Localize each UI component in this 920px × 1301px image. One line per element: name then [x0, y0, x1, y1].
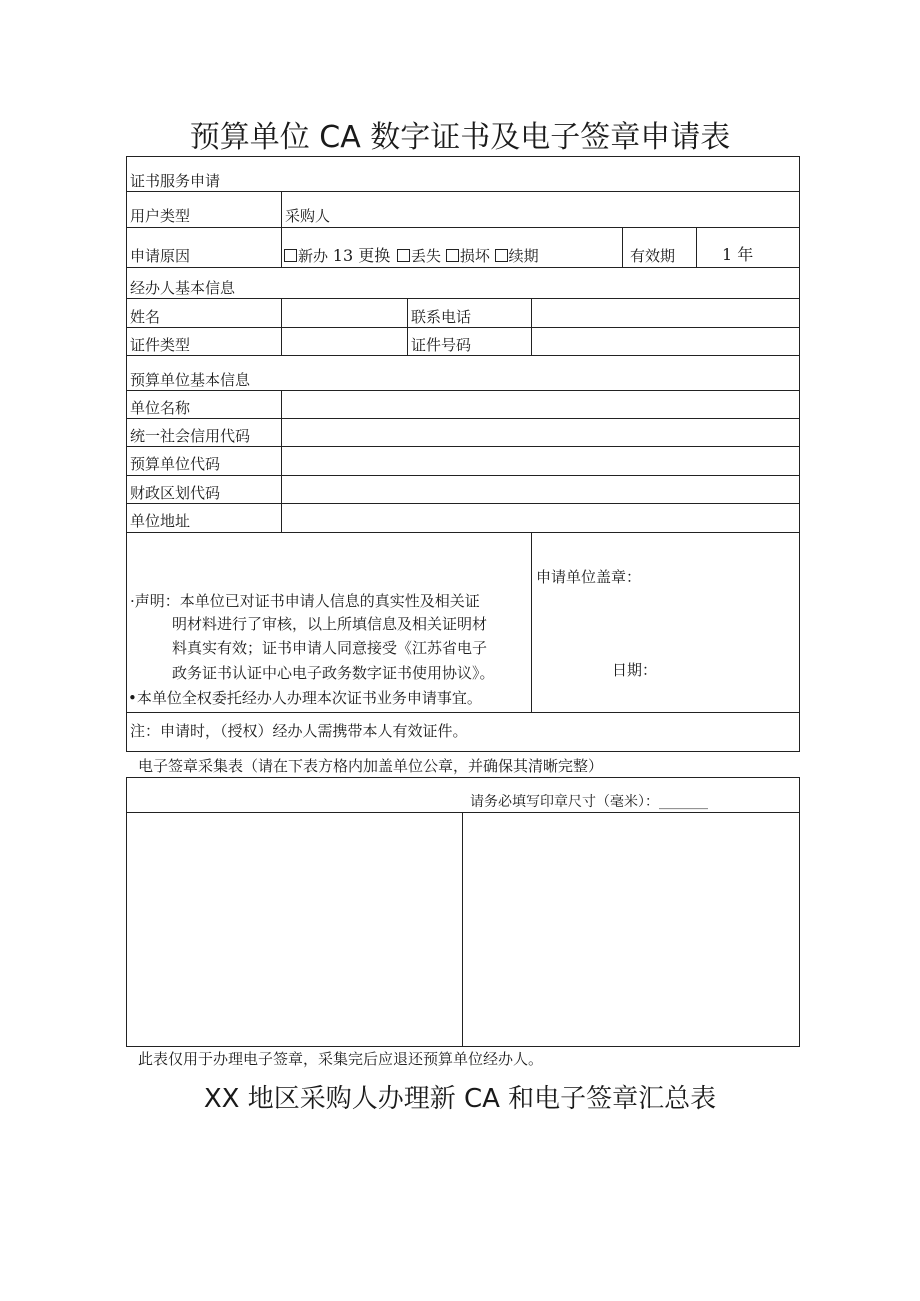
checkbox-new[interactable]: [284, 249, 297, 262]
agent-name-label: 姓名: [130, 308, 161, 326]
seal-area-left[interactable]: [127, 813, 461, 1046]
option-renew: 续期: [508, 247, 539, 265]
declaration-line: ·声明：本单位已对证书申请人信息的真实性及相关证: [130, 592, 480, 610]
seal-table-caption: 电子签章采集表（请在下表方格内加盖单位公章，并确保其清晰完整）: [138, 757, 604, 775]
declaration-line: 政务证书认证中心电子政务数字证书使用协议》。: [172, 664, 495, 682]
option-new: 新办: [298, 247, 329, 265]
option-damaged: 损坏: [459, 247, 490, 265]
reason-options: [284, 247, 539, 265]
declaration-line: 明材料进行了审核，以上所填信息及相关证明材: [172, 615, 488, 633]
unit-row-label: 财政区划代码: [130, 484, 221, 502]
checkbox-damaged[interactable]: [446, 249, 459, 262]
option-replace: 13 更换: [332, 246, 391, 265]
seal-table-footer: 此表仅用于办理电子签章，采集完后应退还预算单位经办人。: [138, 1050, 544, 1068]
agent-id-no-label: 证件号码: [411, 336, 472, 354]
summary-title: XX 地区采购人办理新 CA 和电子签章汇总表: [203, 1084, 717, 1114]
agent-phone-label: 联系电话: [411, 308, 472, 326]
reason-label: 申请原因: [130, 247, 191, 265]
declaration-line: 料真实有效；证书申请人同意接受《江苏省电子: [172, 639, 488, 657]
page-title: 预算单位 CA 数字证书及电子签章申请表: [189, 120, 731, 155]
agent-id-type-label: 证件类型: [130, 336, 191, 354]
validity-value: 1 年: [722, 245, 754, 264]
unit-row-label: 单位名称: [130, 399, 191, 417]
option-lost: 丢失: [411, 247, 442, 265]
note-text: 注：申请时，（授权）经办人需携带本人有效证件。: [130, 722, 468, 740]
application-table: [126, 156, 800, 752]
unit-row-label: 单位地址: [130, 512, 191, 530]
user-type-label: 用户类型: [130, 207, 191, 225]
checkbox-renew[interactable]: [495, 249, 508, 262]
declaration-line: •本单位全权委托经办人办理本次证书业务申请事宜。: [128, 689, 482, 707]
section-cert-service: 证书服务申请: [130, 172, 221, 190]
seal-label: 申请单位盖章：: [536, 568, 642, 586]
validity-label: 有效期: [630, 247, 676, 265]
user-type-value: 采购人: [285, 207, 331, 225]
checkbox-lost[interactable]: [397, 249, 410, 262]
section-unit-info: 预算单位基本信息: [130, 371, 251, 389]
unit-row-label: 预算单位代码: [130, 455, 221, 473]
seal-area-right[interactable]: [463, 813, 799, 1046]
unit-row-label: 统一社会信用代码: [130, 427, 251, 445]
seal-size-hint: 请务必填写印章尺寸（毫米）：_______: [470, 794, 708, 810]
date-label: 日期：: [612, 661, 658, 679]
section-agent-info: 经办人基本信息: [130, 279, 236, 297]
